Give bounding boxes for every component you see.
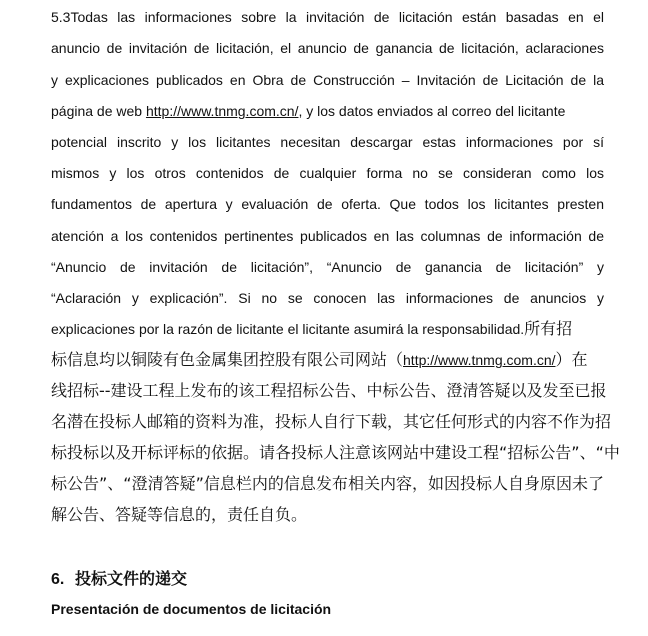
website-link[interactable]: http://www.tnmg.com.cn/	[145, 103, 299, 119]
paragraph-line-zh: 解公告、答疑等信息的，责任自负。	[51, 505, 308, 524]
section-number: 6.	[51, 571, 65, 588]
paragraph-line-zh: 线招标--建设工程上发布的该工程招标公告、中标公告、澄清答疑以及发至已报	[51, 381, 607, 400]
section-title-zh: 投标文件的递交	[75, 569, 188, 588]
paragraph-line-zh: 标公告”、“澄清答疑”信息栏内的信息发布相关内容，如因投标人自身原因未了	[51, 474, 604, 493]
paragraph-line: y explicaciones publicados en Obra de Construcción – Invitación de Licitación de la	[51, 72, 604, 88]
website-link[interactable]: http://www.tnmg.com.cn/	[403, 352, 556, 368]
paragraph-text: explicaciones por la razón de licitante el licitante asumirá la responsabilidad.	[51, 321, 525, 337]
paragraph-line: atención a los contenidos pertinentes publicados en las columnas de información de	[51, 228, 604, 244]
paragraph-line: 5.3Todas las informaciones sobre la invitación de licitación están basadas en el	[51, 9, 604, 25]
paragraph-text: , y los datos enviados al correo del licitante	[298, 103, 566, 119]
paragraph-line: “Anuncio de invitación de licitación”, “Anuncio de ganancia de licitación” y	[51, 259, 604, 275]
paragraph-line: “Aclaración y explicación”. Si no se conocen las informaciones de anuncios y	[51, 290, 604, 306]
paragraph-line: anuncio de invitación de licitación, el anuncio de ganancia de licitación, aclaraciones	[51, 40, 604, 56]
paragraph-line	[51, 103, 604, 119]
paragraph-line: mismos y los otros contenidos de cualquier forma no se consideran como los	[51, 165, 604, 181]
paragraph-line	[51, 321, 604, 337]
paragraph-line-zh	[51, 350, 604, 370]
paragraph-text-zh: ）在	[555, 350, 588, 369]
paragraph-text-zh: 标信息均以铜陵有色金属集团控股有限公司网站（	[51, 350, 404, 369]
paragraph-line-zh: 名潜在投标人邮箱的资料为准，投标人自行下载，其它任何形式的内容不作为招	[51, 412, 612, 431]
paragraph-line: fundamentos de apertura y evaluación de oferta. Que todos los licitantes presten	[51, 196, 604, 212]
section-title-es: Presentación de documentos de licitación	[51, 601, 332, 617]
section-heading	[51, 569, 187, 590]
paragraph-line-zh: 标投标以及开标评标的依据。请各投标人注意该网站中建设工程“招标公告”、“中	[51, 443, 620, 462]
paragraph-line: potencial inscrito y los licitantes necesitan descargar estas informaciones por sí	[51, 134, 604, 150]
paragraph-text: página de web	[51, 103, 146, 119]
paragraph-text-zh: 所有招	[524, 319, 573, 338]
